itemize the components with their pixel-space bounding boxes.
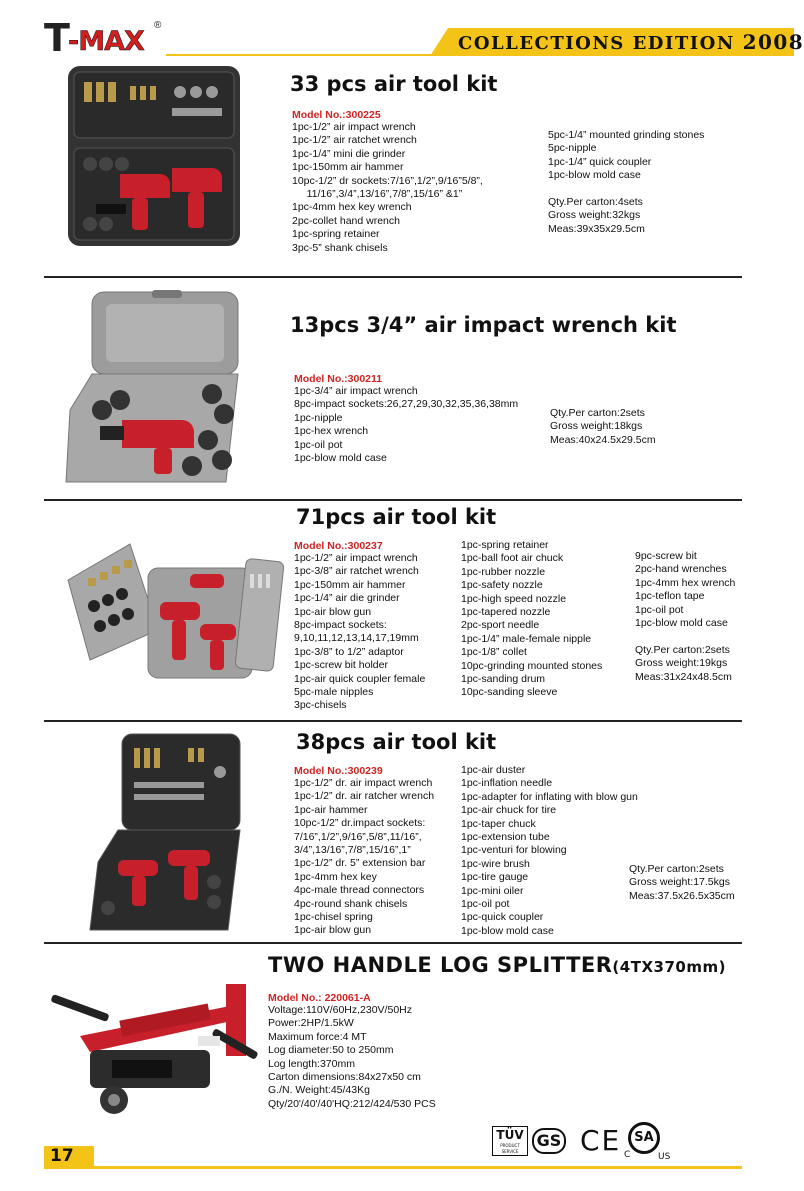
list-item: 1pc-mini oiler bbox=[461, 884, 524, 897]
list-item: 3pc-chisels bbox=[294, 699, 347, 712]
list-item: 2pc-sport needle bbox=[461, 619, 540, 632]
csa-label: SA bbox=[634, 1130, 654, 1145]
packing-qty: Qty.Per carton:2sets bbox=[635, 644, 730, 656]
registered-mark: ® bbox=[154, 20, 162, 31]
model-number: Model No.:300239 bbox=[294, 765, 383, 777]
footer-rule bbox=[44, 1166, 742, 1169]
section-title: 13pcs 3/4” air impact wrench kit bbox=[290, 313, 677, 337]
product-image-log-splitter bbox=[50, 976, 262, 1122]
tuv-sublabel: PRODUCT SERVICE bbox=[500, 1143, 520, 1154]
list-item: 1pc-spring retainer bbox=[292, 228, 380, 241]
list-item: 5pc-nipple bbox=[548, 142, 597, 155]
list-item: 1pc-1/2” dr. air ratcher wrench bbox=[294, 790, 435, 803]
packing-meas: Meas:40x24.5x29.5cm bbox=[550, 433, 656, 446]
product-image-71pcs-kit bbox=[60, 540, 282, 692]
list-item: 1pc-1/2” air impact wrench bbox=[292, 121, 416, 133]
product-image-13pcs-kit bbox=[62, 290, 242, 486]
list-item: 1pc-1/4” air die grinder bbox=[294, 592, 400, 605]
list-item: 8pc-impact sockets:26,27,29,30,32,35,36,38mm bbox=[294, 398, 519, 411]
spec-list bbox=[268, 1004, 436, 1111]
spec-item: Log length:370mm bbox=[268, 1057, 355, 1070]
list-item: 1pc-rubber nozzle bbox=[461, 565, 546, 578]
packing-weight: Gross weight:17.5kgs bbox=[629, 876, 730, 889]
item-list bbox=[548, 129, 704, 183]
section-title bbox=[268, 953, 726, 977]
list-item: 10pc-1/2” dr sockets:7/16”,1/2”,9/16”5/8”, bbox=[292, 174, 483, 187]
section-title: 38pcs air tool kit bbox=[296, 730, 497, 754]
list-item: 1pc-quick coupler bbox=[461, 911, 544, 924]
item-list bbox=[292, 121, 483, 255]
list-item: 1pc-adapter for inflating with blow gun bbox=[461, 790, 638, 803]
list-item: 1pc-oil pot bbox=[635, 603, 684, 616]
list-item: 1pc-inflation needle bbox=[461, 777, 553, 790]
list-item: 1pc-ball foot air chuck bbox=[461, 552, 564, 565]
collection-label: COLLECTIONS EDITION bbox=[458, 33, 735, 54]
spec-item: Power:2HP/1.5kW bbox=[268, 1017, 354, 1030]
product-image-38pcs-kit bbox=[88, 732, 244, 932]
list-item: 1pc-4mm hex key bbox=[294, 870, 377, 883]
spec-item: G./N. Weight:45/43Kg bbox=[268, 1084, 370, 1097]
list-item: 1pc-taper chuck bbox=[461, 817, 536, 830]
list-item: 11/16”,3/4”,13/16”,7/8”,15/16” &1” bbox=[292, 188, 463, 201]
spec-item: Log diameter:50 to 250mm bbox=[268, 1044, 394, 1057]
list-item: 7/16”,1/2”,9/16”,5/8”,11/16”, bbox=[294, 830, 422, 843]
section-divider bbox=[44, 276, 742, 278]
tuv-gs-mark bbox=[492, 1126, 568, 1158]
list-item: 1pc-spring retainer bbox=[461, 539, 549, 551]
list-item: 1pc-chisel spring bbox=[294, 911, 373, 924]
list-item: 4pc-male thread connectors bbox=[294, 884, 425, 897]
section-title: 33 pcs air tool kit bbox=[290, 72, 498, 96]
list-item: 1pc-teflon tape bbox=[635, 590, 705, 603]
item-list bbox=[294, 385, 518, 465]
packing-qty: Qty.Per carton:4sets bbox=[548, 196, 643, 208]
section-title: 71pcs air tool kit bbox=[296, 505, 497, 529]
brand-logo-text: -MAX bbox=[68, 26, 144, 57]
spec-item: Carton dimensions:84x27x50 cm bbox=[268, 1071, 421, 1084]
spec-item: Qty/20'/40'/40'HQ:212/424/530 PCS bbox=[268, 1097, 436, 1110]
list-item: 1pc-blow mold case bbox=[548, 169, 641, 182]
product-image-33pcs-kit bbox=[60, 64, 246, 250]
gs-label: GS bbox=[532, 1128, 566, 1154]
spec-item: Voltage:110V/60Hz,230V/50Hz bbox=[268, 1004, 412, 1016]
model-number: Model No.: 220061-A bbox=[268, 992, 371, 1004]
list-item: 1pc-4mm hex wrench bbox=[635, 576, 736, 589]
section-title-main: TWO HANDLE LOG SPLITTER bbox=[268, 953, 613, 977]
item-list bbox=[294, 552, 425, 713]
list-item: 1pc-air blow gun bbox=[294, 605, 372, 618]
list-item: 10pc-1/2” dr.impact sockets: bbox=[294, 817, 426, 830]
list-item: 2pc-hand wrenches bbox=[635, 563, 727, 576]
list-item: 8pc-impact sockets: bbox=[294, 619, 387, 632]
list-item: 1pc-sanding drum bbox=[461, 673, 546, 686]
list-item: 1pc-3/8” air ratchet wrench bbox=[294, 565, 419, 578]
list-item: 1pc-blow mold case bbox=[635, 617, 728, 630]
list-item: 3/4”,13/16”,7/8”,15/16”,1” bbox=[294, 844, 411, 857]
list-item: 1pc-air hammer bbox=[294, 803, 368, 816]
list-item: 10pc-grinding mounted stones bbox=[461, 659, 603, 672]
spec-item: Maximum force:4 MT bbox=[268, 1030, 367, 1043]
list-item: 9,10,11,12,13,14,17,19mm bbox=[294, 632, 419, 645]
list-item: 10pc-sanding sleeve bbox=[461, 686, 558, 699]
list-item: 1pc-air quick coupler female bbox=[294, 672, 426, 685]
list-item: 1pc-1/4” male-female nipple bbox=[461, 632, 592, 645]
page-number: 17 bbox=[50, 1146, 74, 1166]
section-divider bbox=[44, 720, 742, 722]
list-item: 1pc-screw bit holder bbox=[294, 659, 388, 672]
packing-weight: Gross weight:32kgs bbox=[548, 209, 641, 222]
list-item: 1pc-1/4” mini die grinder bbox=[292, 147, 406, 160]
list-item: 5pc-1/4” mounted grinding stones bbox=[548, 129, 705, 141]
list-item: 1pc-air duster bbox=[461, 764, 526, 776]
item-list bbox=[294, 777, 434, 938]
list-item: 5pc-male nipples bbox=[294, 686, 374, 699]
list-item: 1pc-nipple bbox=[294, 411, 343, 424]
list-item: 1pc-tire gauge bbox=[461, 871, 529, 884]
list-item: 1pc-venturi for blowing bbox=[461, 844, 567, 857]
list-item: 1pc-blow mold case bbox=[461, 924, 554, 937]
packing-weight: Gross weight:19kgs bbox=[635, 657, 728, 670]
list-item: 1pc-4mm hex key wrench bbox=[292, 201, 412, 214]
list-item: 1pc-150mm air hammer bbox=[294, 578, 406, 591]
list-item: 1pc-wire brush bbox=[461, 857, 530, 870]
list-item: 4pc-round shank chisels bbox=[294, 897, 408, 910]
list-item: 9pc-screw bit bbox=[635, 550, 697, 562]
packing-qty: Qty.Per carton:2sets bbox=[629, 863, 724, 875]
collection-year: 2008 bbox=[742, 30, 804, 54]
packing-weight: Gross weight:18kgs bbox=[550, 420, 643, 433]
packing-meas: Meas:39x35x29.5cm bbox=[548, 222, 645, 235]
list-item: 1pc-air blow gun bbox=[294, 924, 372, 937]
item-list bbox=[461, 764, 638, 938]
model-number: Model No.:300237 bbox=[294, 540, 383, 552]
csa-us-label: US bbox=[658, 1152, 671, 1162]
list-item: 1pc-1/2” dr. 5” extension bar bbox=[294, 857, 426, 870]
list-item: 1pc-tapered nozzle bbox=[461, 606, 551, 619]
list-item: 1pc-hex wrench bbox=[294, 425, 369, 438]
section-divider bbox=[44, 942, 742, 944]
list-item: 1pc-3/8” to 1/2” adaptor bbox=[294, 645, 404, 658]
packing-info bbox=[629, 863, 735, 903]
collection-title bbox=[458, 30, 804, 54]
list-item: 1pc-oil pot bbox=[294, 438, 343, 451]
tuv-label: TÜV bbox=[496, 1128, 524, 1142]
list-item: 2pc-collet hand wrench bbox=[292, 214, 400, 227]
list-item: 1pc-oil pot bbox=[461, 898, 510, 911]
packing-info bbox=[550, 407, 656, 447]
list-item: 1pc-1/8” collet bbox=[461, 646, 527, 659]
packing-info bbox=[548, 196, 645, 236]
csa-c-label: C bbox=[624, 1150, 631, 1160]
model-number: Model No.:300211 bbox=[294, 373, 383, 385]
list-item: 1pc-1/2” air impact wrench bbox=[294, 552, 418, 564]
list-item: 1pc-extension tube bbox=[461, 831, 550, 844]
packing-qty: Qty.Per carton:2sets bbox=[550, 407, 645, 419]
brand-logo bbox=[44, 18, 164, 58]
list-item: 1pc-high speed nozzle bbox=[461, 592, 567, 605]
packing-meas: Meas:31x24x48.5cm bbox=[635, 670, 732, 683]
list-item: 1pc-safety nozzle bbox=[461, 579, 543, 592]
csa-mark bbox=[624, 1120, 676, 1164]
list-item: 1pc-blow mold case bbox=[294, 452, 387, 465]
section-divider bbox=[44, 499, 742, 501]
section-title-suffix: (4TX370mm) bbox=[612, 958, 726, 976]
list-item: 1pc-1/4” quick coupler bbox=[548, 155, 652, 168]
item-list bbox=[461, 539, 602, 700]
list-item: 1pc-air chuck for tire bbox=[461, 804, 557, 817]
list-item: 1pc-3/4” air impact wrench bbox=[294, 385, 418, 397]
ce-mark: CE bbox=[580, 1124, 622, 1157]
packing-meas: Meas:37.5x26.5x35cm bbox=[629, 889, 735, 902]
packing-info bbox=[635, 644, 732, 684]
model-number: Model No.:300225 bbox=[292, 109, 381, 121]
item-list bbox=[635, 550, 735, 630]
list-item: 1pc-1/2” air ratchet wrench bbox=[292, 134, 417, 147]
list-item: 1pc-1/2” dr. air impact wrench bbox=[294, 777, 433, 789]
list-item: 3pc-5” shank chisels bbox=[292, 241, 388, 254]
brand-logo-t: T bbox=[44, 16, 68, 60]
list-item: 1pc-150mm air hammer bbox=[292, 161, 404, 174]
